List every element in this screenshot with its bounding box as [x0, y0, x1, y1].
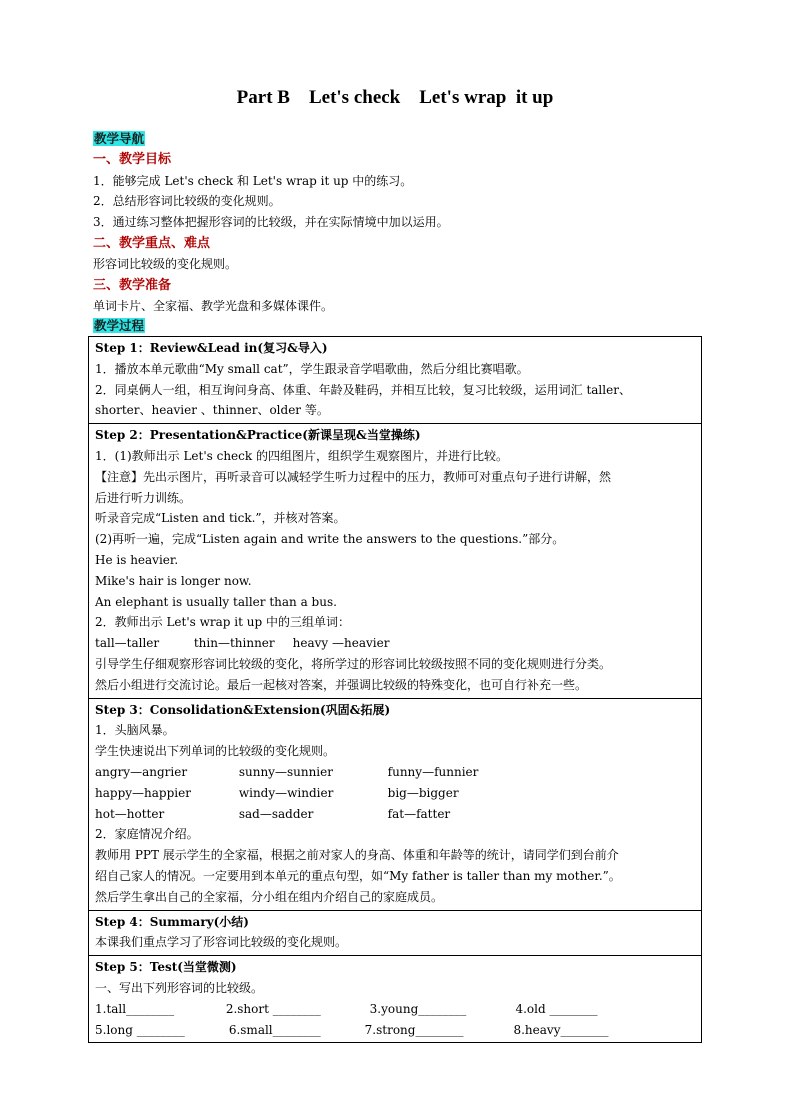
word-pair: funny—funnier — [387, 764, 479, 779]
step-title: Step 2：Presentation&Practice(新课呈现&当堂操练) — [95, 428, 421, 443]
step-row — [89, 956, 702, 1043]
text-line: 然后小组进行交流讨论。最后一起核对答案，并强调比较级的特殊变化，也可自行补充一些。 — [95, 677, 588, 692]
test-blank: 3.young________ — [369, 1001, 467, 1016]
objective-line: 2．总结形容词比较级的变化规则。 — [93, 194, 281, 208]
step-cell — [89, 910, 702, 956]
text-line: An elephant is usually taller than a bus. — [95, 594, 337, 609]
highlight-label: 教学过程 — [94, 318, 145, 333]
test-blank-row — [95, 999, 695, 1020]
step-cell — [89, 956, 702, 1043]
word-pair: hot—hotter — [95, 806, 165, 821]
test-blank: 4.old ________ — [515, 1001, 598, 1016]
heading-text: 二、教学重点、难点 — [93, 236, 211, 251]
word-pair: sunny—sunnier — [238, 764, 333, 779]
text-line: (2)再听一遍，完成“Listen again and write the answers to the questions.”部分。 — [95, 532, 565, 547]
text-line: 然后学生拿出自己的全家福，分小组在组内介绍自己的家庭成员。 — [95, 889, 444, 904]
key-points-text: 形容词比较级的变化规则。 — [93, 257, 238, 271]
word-group-row — [95, 783, 695, 804]
word-pair: heavy —heavier — [292, 636, 390, 651]
text-line: 2．教师出示 Let's wrap it up 中的三组单词： — [95, 615, 350, 630]
text-line: 后进行听力训练。 — [95, 490, 192, 505]
page-title: Part B Let's check Let's wrap it up — [236, 87, 554, 108]
test-blank: 2.short ________ — [225, 1001, 321, 1016]
text-line: 1．(1)教师出示 Let's check 的四组图片，组织学生观察图片，并进行比较。 — [95, 448, 508, 463]
text-line: 1．播放本单元歌曲“My small cat”，学生跟录音学唱歌曲，然后分组比赛唱歌。 — [95, 361, 529, 376]
text-line: 学生快速说出下列单词的比较级的变化规则。 — [95, 744, 336, 759]
section-label-nav — [93, 129, 145, 149]
text-line: 引导学生仔细观察形容词比较级的变化，将所学过的形容词比较级按照不同的变化规则进行分类。 — [95, 656, 612, 671]
text-line: Mike's hair is longer now. — [95, 573, 252, 588]
step-title: Step 3：Consolidation&Extension(巩固&拓展) — [95, 702, 391, 717]
heading-text: 一、教学目标 — [93, 152, 172, 167]
test-blank: 8.heavy________ — [513, 1022, 609, 1037]
section-label-process — [93, 316, 145, 336]
test-blank: 1.tall________ — [95, 1001, 175, 1016]
word-pair: big—bigger — [387, 785, 459, 800]
text-line: 2．同桌俩人一组，相互询问身高、体重、年龄及鞋码，并相互比较，复习比较级，运用词汇 taller、 — [95, 382, 631, 397]
highlight-label: 教学导航 — [94, 131, 145, 146]
preparation-text: 单词卡片、全家福、教学光盘和多媒体课件。 — [93, 299, 334, 313]
text-line: He is heavier. — [95, 552, 179, 567]
test-blank: 7.strong________ — [364, 1022, 464, 1037]
step-row — [89, 910, 702, 956]
step-row — [89, 698, 702, 910]
step-title: Step 1：Review&Lead in(复习&导入) — [95, 341, 328, 355]
heading-key-points — [93, 233, 210, 254]
word-pair: fat—fatter — [387, 806, 451, 821]
text-line: 一、写出下列形容词的比较级。 — [95, 980, 264, 995]
text-line: 教师用 PPT 展示学生的全家福，根据之前对家人的身高、体重和年龄等的统计，请同学们到台前介 — [95, 848, 619, 863]
word-pair: happy—happier — [95, 785, 191, 800]
step-cell — [89, 424, 702, 698]
step-title: Step 5：Test(当堂微测) — [95, 960, 237, 975]
heading-preparation — [93, 275, 171, 296]
word-pair: tall—taller — [95, 636, 160, 651]
step-row — [89, 424, 702, 698]
word-group-row — [95, 633, 695, 654]
step-title: Step 4：Summary(小结) — [95, 914, 249, 929]
process-table — [88, 336, 702, 1043]
word-pair: angry—angrier — [95, 764, 188, 779]
text-line: 绍自己家人的情况。一定要用到本单元的重点句型，如“My father is taller than my mother.”。 — [95, 868, 621, 883]
step-cell — [89, 698, 702, 910]
test-blank: 6.small________ — [228, 1022, 321, 1037]
text-line: 听录音完成“Listen and tick.”，并核对答案。 — [95, 511, 346, 526]
word-group-row — [95, 804, 695, 825]
objective-line: 3．通过练习整体把握形容词的比较级，并在实际情境中加以运用。 — [93, 215, 449, 229]
heading-objectives — [93, 149, 171, 170]
text-line: 本课我们重点学习了形容词比较级的变化规则。 — [95, 935, 348, 950]
step-cell — [89, 337, 702, 424]
word-pair: windy—windier — [238, 785, 334, 800]
heading-text: 三、教学准备 — [93, 278, 172, 293]
text-line: 1．头脑风暴。 — [95, 723, 175, 738]
objective-line: 1．能够完成 Let's check 和 Let's wrap it up 中的练习。 — [93, 174, 413, 188]
word-group-row — [95, 762, 695, 783]
step-row — [89, 337, 702, 424]
text-line: 【注意】先出示图片，再听录音可以减轻学生听力过程中的压力，教师可对重点句子进行讲解，然 — [95, 469, 612, 484]
word-pair: thin—thinner — [193, 636, 275, 651]
test-blank: 5.long ________ — [95, 1022, 185, 1037]
text-line: shorter、heavier 、thinner、older 等。 — [95, 403, 329, 418]
text-line: 2．家庭情况介绍。 — [95, 827, 199, 842]
test-blank-row — [95, 1020, 695, 1041]
word-pair: sad—sadder — [238, 806, 314, 821]
